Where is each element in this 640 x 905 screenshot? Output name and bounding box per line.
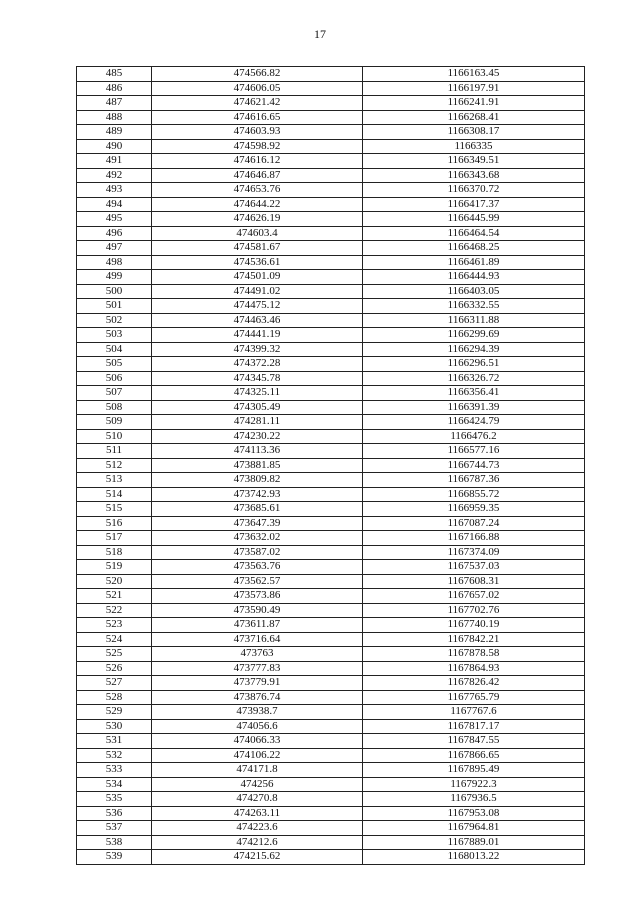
y-coordinate-cell: 1166787.36	[363, 473, 585, 488]
point-number-cell: 523	[77, 618, 152, 633]
x-coordinate-cell: 474621.42	[152, 96, 363, 111]
table-row	[77, 574, 585, 589]
x-coordinate-cell: 473563.76	[152, 560, 363, 575]
x-coordinate-cell: 473611.87	[152, 618, 363, 633]
table-row	[77, 487, 585, 502]
x-coordinate-cell: 474566.82	[152, 67, 363, 82]
point-number-cell: 511	[77, 444, 152, 459]
table-row	[77, 429, 585, 444]
y-coordinate-cell: 1166417.37	[363, 197, 585, 212]
y-coordinate-cell: 1167537.03	[363, 560, 585, 575]
y-coordinate-cell: 1167702.76	[363, 603, 585, 618]
y-coordinate-cell: 1166370.72	[363, 183, 585, 198]
coordinates-table-body	[77, 67, 585, 865]
table-row	[77, 763, 585, 778]
y-coordinate-cell: 1166356.41	[363, 386, 585, 401]
y-coordinate-cell: 1166332.55	[363, 299, 585, 314]
table-row	[77, 168, 585, 183]
x-coordinate-cell: 474230.22	[152, 429, 363, 444]
x-coordinate-cell: 473587.02	[152, 545, 363, 560]
point-number-cell: 521	[77, 589, 152, 604]
point-number-cell: 539	[77, 850, 152, 865]
point-number-cell: 532	[77, 748, 152, 763]
table-row	[77, 560, 585, 575]
y-coordinate-cell: 1166294.39	[363, 342, 585, 357]
table-row	[77, 328, 585, 343]
y-coordinate-cell: 1167826.42	[363, 676, 585, 691]
y-coordinate-cell: 1167740.19	[363, 618, 585, 633]
table-row	[77, 589, 585, 604]
table-row	[77, 806, 585, 821]
x-coordinate-cell: 474603.93	[152, 125, 363, 140]
y-coordinate-cell: 1166577.16	[363, 444, 585, 459]
y-coordinate-cell: 1166296.51	[363, 357, 585, 372]
x-coordinate-cell: 474603.4	[152, 226, 363, 241]
table-row	[77, 342, 585, 357]
table-row	[77, 386, 585, 401]
point-number-cell: 510	[77, 429, 152, 444]
table-row	[77, 67, 585, 82]
point-number-cell: 491	[77, 154, 152, 169]
table-row	[77, 661, 585, 676]
x-coordinate-cell: 474475.12	[152, 299, 363, 314]
x-coordinate-cell: 474399.32	[152, 342, 363, 357]
point-number-cell: 505	[77, 357, 152, 372]
x-coordinate-cell: 474263.11	[152, 806, 363, 821]
x-coordinate-cell: 474256	[152, 777, 363, 792]
page-number: 17	[314, 27, 326, 41]
y-coordinate-cell: 1166403.05	[363, 284, 585, 299]
point-number-cell: 515	[77, 502, 152, 517]
y-coordinate-cell: 1166464.54	[363, 226, 585, 241]
y-coordinate-cell: 1166424.79	[363, 415, 585, 430]
y-coordinate-cell: 1166468.25	[363, 241, 585, 256]
point-number-cell: 535	[77, 792, 152, 807]
y-coordinate-cell: 1167166.88	[363, 531, 585, 546]
table-row	[77, 400, 585, 415]
y-coordinate-cell: 1166445.99	[363, 212, 585, 227]
x-coordinate-cell: 473779.91	[152, 676, 363, 691]
point-number-cell: 500	[77, 284, 152, 299]
point-number-cell: 494	[77, 197, 152, 212]
point-number-cell: 522	[77, 603, 152, 618]
y-coordinate-cell: 1167878.58	[363, 647, 585, 662]
y-coordinate-cell: 1167922.3	[363, 777, 585, 792]
table-row	[77, 110, 585, 125]
y-coordinate-cell: 1166444.93	[363, 270, 585, 285]
point-number-cell: 529	[77, 705, 152, 720]
y-coordinate-cell: 1166311.88	[363, 313, 585, 328]
table-row	[77, 792, 585, 807]
y-coordinate-cell: 1167936.5	[363, 792, 585, 807]
table-row	[77, 299, 585, 314]
point-number-cell: 492	[77, 168, 152, 183]
y-coordinate-cell: 1166163.45	[363, 67, 585, 82]
table-row	[77, 154, 585, 169]
y-coordinate-cell: 1167842.21	[363, 632, 585, 647]
table-row	[77, 444, 585, 459]
table-row	[77, 618, 585, 633]
y-coordinate-cell: 1167953.08	[363, 806, 585, 821]
point-number-cell: 514	[77, 487, 152, 502]
y-coordinate-cell: 1167864.93	[363, 661, 585, 676]
table-row	[77, 676, 585, 691]
point-number-cell: 506	[77, 371, 152, 386]
y-coordinate-cell: 1167817.17	[363, 719, 585, 734]
x-coordinate-cell: 473632.02	[152, 531, 363, 546]
x-coordinate-cell: 474653.76	[152, 183, 363, 198]
y-coordinate-cell: 1167847.55	[363, 734, 585, 749]
point-number-cell: 517	[77, 531, 152, 546]
table-row	[77, 690, 585, 705]
x-coordinate-cell: 473777.83	[152, 661, 363, 676]
x-coordinate-cell: 474212.6	[152, 835, 363, 850]
point-number-cell: 524	[77, 632, 152, 647]
point-number-cell: 516	[77, 516, 152, 531]
table-row	[77, 458, 585, 473]
y-coordinate-cell: 1167767.6	[363, 705, 585, 720]
y-coordinate-cell: 1168013.22	[363, 850, 585, 865]
y-coordinate-cell: 1166343.68	[363, 168, 585, 183]
point-number-cell: 495	[77, 212, 152, 227]
x-coordinate-cell: 474626.19	[152, 212, 363, 227]
y-coordinate-cell: 1166855.72	[363, 487, 585, 502]
x-coordinate-cell: 474270.8	[152, 792, 363, 807]
point-number-cell: 518	[77, 545, 152, 560]
y-coordinate-cell: 1167608.31	[363, 574, 585, 589]
x-coordinate-cell: 473876.74	[152, 690, 363, 705]
point-number-cell: 499	[77, 270, 152, 285]
point-number-cell: 525	[77, 647, 152, 662]
point-number-cell: 528	[77, 690, 152, 705]
x-coordinate-cell: 473742.93	[152, 487, 363, 502]
point-number-cell: 507	[77, 386, 152, 401]
x-coordinate-cell: 473590.49	[152, 603, 363, 618]
table-row	[77, 212, 585, 227]
point-number-cell: 489	[77, 125, 152, 140]
table-row	[77, 125, 585, 140]
table-row	[77, 197, 585, 212]
point-number-cell: 526	[77, 661, 152, 676]
point-number-cell: 538	[77, 835, 152, 850]
table-row	[77, 81, 585, 96]
point-number-cell: 487	[77, 96, 152, 111]
x-coordinate-cell: 474501.09	[152, 270, 363, 285]
table-row	[77, 777, 585, 792]
coordinates-table	[76, 66, 585, 865]
x-coordinate-cell: 474345.78	[152, 371, 363, 386]
table-row	[77, 415, 585, 430]
x-coordinate-cell: 474113.36	[152, 444, 363, 459]
table-row	[77, 226, 585, 241]
x-coordinate-cell: 473763	[152, 647, 363, 662]
point-number-cell: 503	[77, 328, 152, 343]
point-number-cell: 502	[77, 313, 152, 328]
y-coordinate-cell: 1166349.51	[363, 154, 585, 169]
table-row	[77, 603, 585, 618]
y-coordinate-cell: 1166959.35	[363, 502, 585, 517]
y-coordinate-cell: 1166744.73	[363, 458, 585, 473]
table-row	[77, 632, 585, 647]
x-coordinate-cell: 474491.02	[152, 284, 363, 299]
table-row	[77, 313, 585, 328]
table-row	[77, 850, 585, 865]
point-number-cell: 497	[77, 241, 152, 256]
point-number-cell: 498	[77, 255, 152, 270]
x-coordinate-cell: 474066.33	[152, 734, 363, 749]
point-number-cell: 486	[77, 81, 152, 96]
y-coordinate-cell: 1167087.24	[363, 516, 585, 531]
x-coordinate-cell: 474646.87	[152, 168, 363, 183]
point-number-cell: 536	[77, 806, 152, 821]
point-number-cell: 534	[77, 777, 152, 792]
x-coordinate-cell: 474056.6	[152, 719, 363, 734]
point-number-cell: 493	[77, 183, 152, 198]
point-number-cell: 533	[77, 763, 152, 778]
table-row	[77, 748, 585, 763]
x-coordinate-cell: 474215.62	[152, 850, 363, 865]
table-row	[77, 473, 585, 488]
x-coordinate-cell: 473562.57	[152, 574, 363, 589]
x-coordinate-cell: 474372.28	[152, 357, 363, 372]
point-number-cell: 512	[77, 458, 152, 473]
point-number-cell: 513	[77, 473, 152, 488]
table-row	[77, 96, 585, 111]
table-row	[77, 719, 585, 734]
x-coordinate-cell: 473685.61	[152, 502, 363, 517]
x-coordinate-cell: 474581.67	[152, 241, 363, 256]
point-number-cell: 527	[77, 676, 152, 691]
y-coordinate-cell: 1166241.91	[363, 96, 585, 111]
x-coordinate-cell: 474106.22	[152, 748, 363, 763]
table-row	[77, 705, 585, 720]
x-coordinate-cell: 473881.85	[152, 458, 363, 473]
x-coordinate-cell: 474606.05	[152, 81, 363, 96]
point-number-cell: 488	[77, 110, 152, 125]
x-coordinate-cell: 473938.7	[152, 705, 363, 720]
x-coordinate-cell: 474305.49	[152, 400, 363, 415]
table-row	[77, 647, 585, 662]
point-number-cell: 530	[77, 719, 152, 734]
y-coordinate-cell: 1167374.09	[363, 545, 585, 560]
x-coordinate-cell: 474325.11	[152, 386, 363, 401]
y-coordinate-cell: 1166268.41	[363, 110, 585, 125]
x-coordinate-cell: 473573.86	[152, 589, 363, 604]
point-number-cell: 509	[77, 415, 152, 430]
point-number-cell: 508	[77, 400, 152, 415]
y-coordinate-cell: 1167657.02	[363, 589, 585, 604]
table-row	[77, 357, 585, 372]
x-coordinate-cell: 474644.22	[152, 197, 363, 212]
table-row	[77, 821, 585, 836]
y-coordinate-cell: 1166308.17	[363, 125, 585, 140]
point-number-cell: 531	[77, 734, 152, 749]
y-coordinate-cell: 1166461.89	[363, 255, 585, 270]
x-coordinate-cell: 474616.12	[152, 154, 363, 169]
x-coordinate-cell: 474441.19	[152, 328, 363, 343]
y-coordinate-cell: 1167866.65	[363, 748, 585, 763]
x-coordinate-cell: 473809.82	[152, 473, 363, 488]
x-coordinate-cell: 473716.64	[152, 632, 363, 647]
table-row	[77, 284, 585, 299]
y-coordinate-cell: 1166299.69	[363, 328, 585, 343]
x-coordinate-cell: 474616.65	[152, 110, 363, 125]
point-number-cell: 519	[77, 560, 152, 575]
point-number-cell: 485	[77, 67, 152, 82]
table-row	[77, 516, 585, 531]
point-number-cell: 537	[77, 821, 152, 836]
y-coordinate-cell: 1167889.01	[363, 835, 585, 850]
x-coordinate-cell: 474223.6	[152, 821, 363, 836]
y-coordinate-cell: 1166335	[363, 139, 585, 154]
y-coordinate-cell: 1166197.91	[363, 81, 585, 96]
point-number-cell: 490	[77, 139, 152, 154]
x-coordinate-cell: 474463.46	[152, 313, 363, 328]
x-coordinate-cell: 474598.92	[152, 139, 363, 154]
point-number-cell: 504	[77, 342, 152, 357]
table-row	[77, 139, 585, 154]
x-coordinate-cell: 474281.11	[152, 415, 363, 430]
table-row	[77, 241, 585, 256]
y-coordinate-cell: 1167765.79	[363, 690, 585, 705]
y-coordinate-cell: 1166391.39	[363, 400, 585, 415]
table-row	[77, 502, 585, 517]
y-coordinate-cell: 1166476.2	[363, 429, 585, 444]
point-number-cell: 496	[77, 226, 152, 241]
table-row	[77, 545, 585, 560]
table-row	[77, 835, 585, 850]
table-row	[77, 270, 585, 285]
x-coordinate-cell: 474171.8	[152, 763, 363, 778]
y-coordinate-cell: 1167895.49	[363, 763, 585, 778]
table-row	[77, 371, 585, 386]
point-number-cell: 501	[77, 299, 152, 314]
y-coordinate-cell: 1167964.81	[363, 821, 585, 836]
table-row	[77, 734, 585, 749]
table-row	[77, 183, 585, 198]
table-row	[77, 531, 585, 546]
x-coordinate-cell: 473647.39	[152, 516, 363, 531]
point-number-cell: 520	[77, 574, 152, 589]
table-row	[77, 255, 585, 270]
x-coordinate-cell: 474536.61	[152, 255, 363, 270]
y-coordinate-cell: 1166326.72	[363, 371, 585, 386]
